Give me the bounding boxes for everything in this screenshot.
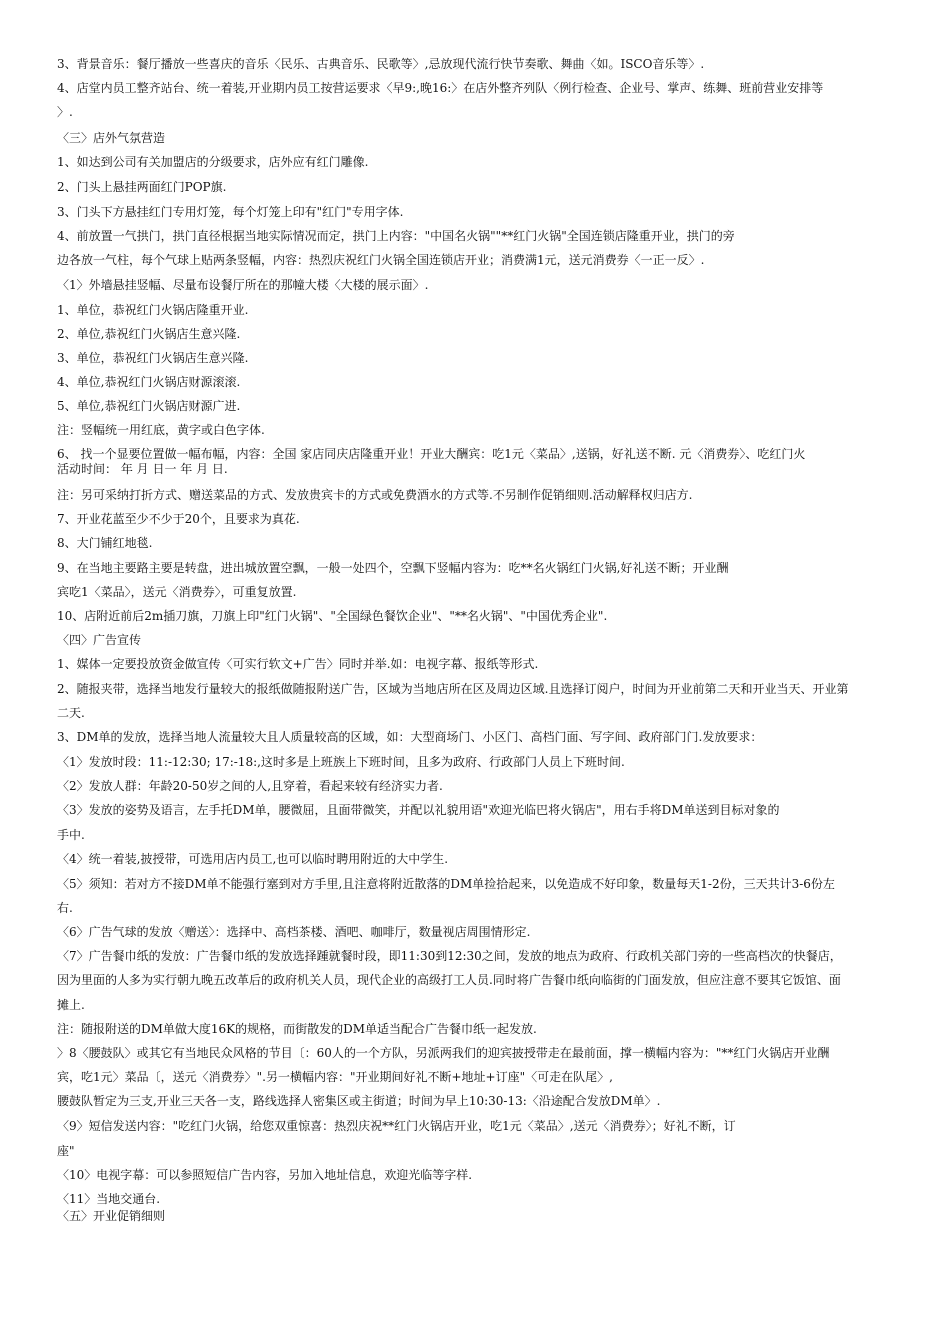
text-line: 活动时间： 年 月 日一 年 月 日. (57, 462, 228, 476)
text-line: 〈1〉发放时段：11:-12:30; 17:-18:,这时多是上班族上下班时间，且多为政府、行政部门人员上下班时间. (57, 755, 625, 769)
text-line: 4、店堂内员工整齐站台、统一着装,开业期内员工按营运要求〈早9:,晚16:〉在店外整齐列队〈例行检查、企业号、掌声、练舞、班前营业安排等 (57, 81, 824, 95)
text-line: 6、 找一个显要位置做一幅布幅，内容：全国 家店同庆店隆重开业！开业大酬宾：吃1元〈菜品〉,送锅，好礼送不断. 元〈消费券〉、吃红门火 (57, 447, 806, 461)
text-line: 〈7〉广告餐巾纸的发放：广告餐巾纸的发放选择踵就餐时段，即11:30到12:30之间，发放的地点为政府、行政机关部门旁的一些高档次的快餐店， (57, 949, 842, 963)
text-line: 〈4〉统一着装,披授带，可选用店内员工,也可以临时聘用附近的大中学生. (57, 852, 449, 866)
text-line: 边各放一气柱，每个气球上贴两条竖幅，内容：热烈庆祝红门火锅全国连锁店开业；消费满1元，送元消费券〈一正一反〉. (57, 253, 705, 267)
text-line: 3、门头下方悬挂红门专用灯笼，每个灯笼上印有"红门"专用字体. (57, 205, 404, 219)
text-line: 座" (57, 1144, 75, 1158)
text-line: 宾吃1〈菜品〉，送元〈消费券〉，可重复放置. (57, 585, 297, 599)
text-line: 5、单位,恭祝红门火锅店财源广进. (57, 399, 241, 413)
text-line: 4、单位,恭祝红门火锅店财源滚滚. (57, 375, 241, 389)
text-line: 宾，吃1元〉菜品〔，送元〈消费券〉".另一横幅内容："开业期间好礼不断+地址+订座"〈可走在队尾〉, (57, 1070, 613, 1084)
text-line: 因为里面的人多为实行朝九晚五改革后的政府机关人员，现代企业的高级打工人员.同时将广告餐巾纸向临街的门面发放，但应注意不要其它饭馆、面 (57, 973, 841, 987)
text-line: 〈2〉发放人群：年龄20-50岁之间的人,且穿着，看起来较有经济实力者. (57, 779, 443, 793)
text-line: 右. (57, 901, 73, 915)
text-line: 〉. (57, 105, 73, 119)
text-line: 〈6〉广告气球的发放〈赠送〉：选择中、高档茶楼、酒吧、咖啡厅，数量视店周围情形定. (57, 925, 531, 939)
text-line: 1、如达到公司有关加盟店的分级要求，店外应有红门雕像. (57, 155, 369, 169)
text-line: 〈3〉发放的姿势及语言，左手托DM单，腰微屈，且面带微笑，并配以礼貌用语"欢迎光临巴将火锅店"，用右手将DM单送到目标对象的 (57, 803, 780, 817)
text-line: 3、单位，恭祝红门火锅店生意兴隆. (57, 351, 249, 365)
text-line: 注：随报附送的DM单做大度16K的规格，而街散发的DM单适当配合广告餐巾纸一起发放. (57, 1022, 537, 1036)
text-line: 2、随报夹带，选择当地发行量较大的报纸做随报附送广告，区域为当地店所在区及周边区域.且选择订阅户，时间为开业前第二天和开业当天、开业第 (57, 682, 849, 696)
text-line: 〈四〉广告宣传 (57, 633, 142, 647)
text-line: 1、媒体一定要投放资金做宣传〈可实行软文+广告〉同时并举.如：电视字幕、报纸等形式. (57, 657, 539, 671)
text-line: 3、背景音乐：餐厅播放一些喜庆的音乐〈民乐、古典音乐、民歌等〉,忌放现代流行快节奏歌、舞曲〈如。ISCO音乐等〉. (57, 57, 705, 71)
text-line: 〈五〉开业促销细则 (57, 1209, 166, 1223)
text-line: 〈9〉短信发送内容："吃红门火锅，给您双重惊喜：热烈庆祝**红门火锅店开业，吃1元〈菜品〉,送元〈消费券〉；好礼不断，订 (57, 1119, 736, 1133)
text-line: 二天. (57, 706, 85, 720)
text-line: 〈三〉店外气氛营造 (57, 131, 166, 145)
text-line: 〉8〈腰鼓队〉或其它有当地民众风格的节目〔：60人的一个方队，另派两我们的迎宾披授带走在最前面，撑一横幅内容为："**红门火锅店开业酬 (57, 1046, 830, 1060)
text-line: 4、前放置一气拱门，拱门直径根据当地实际情况而定，拱门上内容："中国名火锅""**红门火锅"全国连锁店隆重开业，拱门的旁 (57, 229, 735, 243)
text-line: 2、单位,恭祝红门火锅店生意兴隆. (57, 327, 241, 341)
text-line: 7、开业花蓝至少不少于20个，且要求为真花. (57, 512, 300, 526)
text-line: 9、在当地主要路主要是转盘，进出城放置空飘，一般一处四个，空飘下竖幅内容为：吃**名火锅红门火锅,好礼送不断；开业酬 (57, 561, 729, 575)
text-line: 3、DM单的发放，选择当地人流量较大且人质量较高的区域，如：大型商场门、小区门、高档门面、写字间、政府部门门.发放要求： (57, 730, 763, 744)
text-line: 8、大门铺红地毯. (57, 536, 153, 550)
text-line: 注：竖幅统一用红底，黄字或白色字体. (57, 423, 265, 437)
text-line: 2、门头上悬挂两面红门POP旗. (57, 180, 227, 194)
text-line: 〈10〉电视字幕：可以参照短信广告内容，另加入地址信息，欢迎光临等字样. (57, 1168, 473, 1182)
text-line: 腰鼓队暂定为三支,开业三天各一支，路线选择人密集区或主街道；时间为早上10:30-13:〈沿途配合发放DM单〉. (57, 1094, 661, 1108)
text-line: 注：另可采纳打折方式、赠送菜品的方式、发放贵宾卡的方式或免费酒水的方式等.不另制作促销细则.活动解释权归店方. (57, 488, 693, 502)
text-line: 1、单位，恭祝红门火锅店隆重开业. (57, 303, 249, 317)
text-line: 10、店附近前后2m插刀旗，刀旗上印"红门火锅"、"全国绿色餐饮企业"、"**名火锅"、"中国优秀企业". (57, 609, 608, 623)
text-line: 摊上. (57, 998, 85, 1012)
text-line: 手中. (57, 828, 85, 842)
text-line: 〈11〉当地交通台. (57, 1192, 161, 1206)
text-line: 〈5〉须知：若对方不接DM单不能强行塞到对方手里,且注意将附近散落的DM单捡拾起来，以免造成不好印象，数量每天1-2份，三天共计3-6份左 (57, 877, 835, 891)
text-line: 〈1〉外墙悬挂竖幅、尽量布设餐厅所在的那幢大楼〈大楼的展示面〉. (57, 278, 429, 292)
